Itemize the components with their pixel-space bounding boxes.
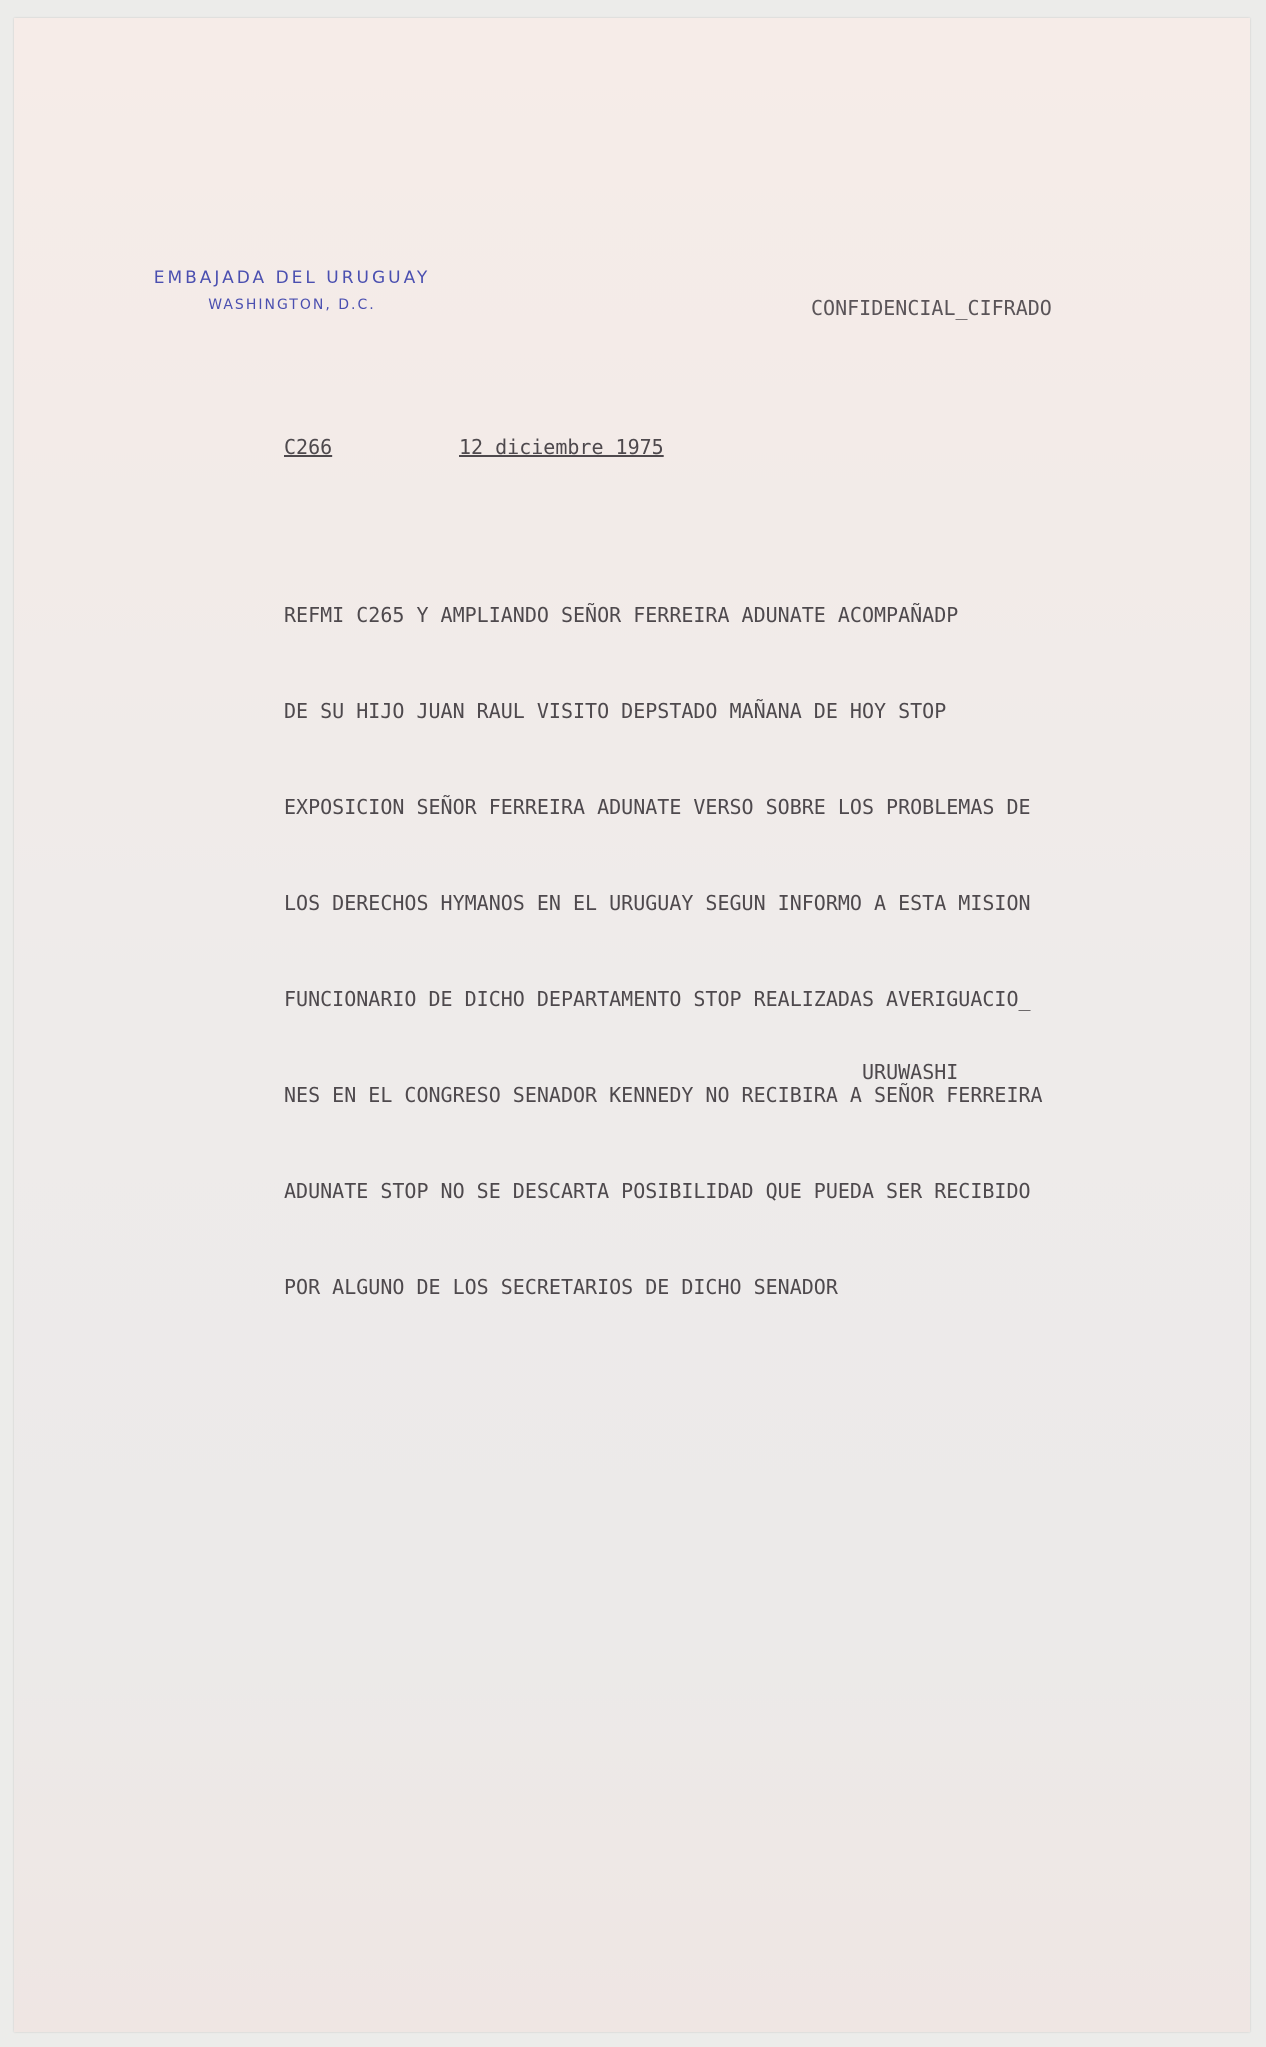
body-line: FUNCIONARIO DE DICHO DEPARTAMENTO STOP REALIZADAS AVERIGUACIO_ (284, 987, 1031, 1011)
message-body (284, 553, 1043, 1369)
letterhead-city: WASHINGTON, D.C. (208, 297, 376, 313)
body-line: POR ALGUNO DE LOS SECRETARIOS DE DICHO SENADOR (284, 1275, 838, 1299)
document-date: 12 diciembre 1975 (459, 435, 664, 459)
document-page (14, 18, 1250, 2032)
body-line: ADUNATE STOP NO SE DESCARTA POSIBILIDAD QUE PUEDA SER RECIBIDO (284, 1179, 1031, 1203)
body-line: DE SU HIJO JUAN RAUL VISITO DEPSTADO MAÑANA DE HOY STOP (284, 699, 947, 723)
reference-number: C266 (284, 435, 333, 459)
letterhead (132, 268, 452, 313)
signature: URUWASHI (862, 1060, 959, 1084)
body-line: EXPOSICION SEÑOR FERREIRA ADUNATE VERSO SOBRE LOS PROBLEMAS DE (284, 795, 1031, 819)
classification-label: CONFIDENCIAL_CIFRADO (811, 296, 1052, 320)
letterhead-name: EMBAJADA DEL URUGUAY (153, 268, 431, 288)
body-line: LOS DERECHOS HYMANOS EN EL URUGUAY SEGUN INFORMO A ESTA MISION (284, 891, 1031, 915)
body-line: REFMI C265 Y AMPLIANDO SEÑOR FERREIRA ADUNATE ACOMPAÑADP (284, 603, 959, 627)
body-line: NES EN EL CONGRESO SENADOR KENNEDY NO RECIBIRA A SEÑOR FERREIRA (284, 1083, 1043, 1107)
